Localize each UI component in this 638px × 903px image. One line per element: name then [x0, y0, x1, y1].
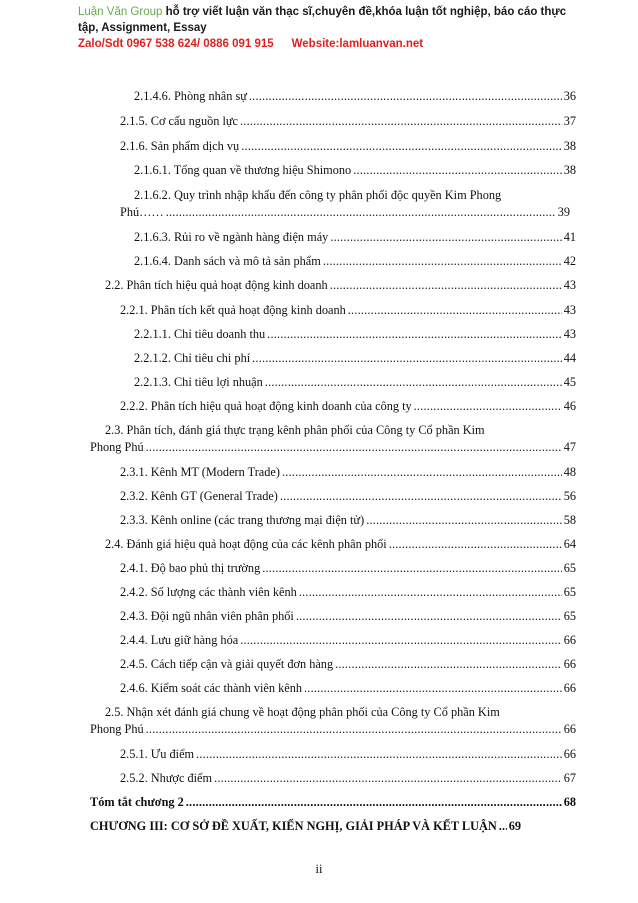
promo-header: [78, 4, 578, 52]
toc-entry-label: 2.4.3. Đội ngũ nhân viên phân phối: [120, 609, 294, 623]
toc-entry-page: 66: [563, 747, 576, 761]
toc-entry-page: 68: [563, 795, 576, 809]
toc-entry[interactable]: [134, 88, 576, 104]
toc-entry-page: 43: [563, 327, 576, 341]
toc-entry[interactable]: [120, 584, 576, 600]
toc-entry-page: 69: [508, 819, 522, 833]
toc-entry-page: 38: [563, 139, 576, 153]
toc-entry-label: 2.3.1. Kênh MT (Modern Trade): [120, 465, 280, 479]
toc-entry-page: 46: [563, 399, 576, 413]
leader-dots: [252, 350, 562, 366]
toc-entry-chapter[interactable]: [90, 818, 576, 834]
leader-dots: [166, 204, 556, 220]
toc-entry-label: Phong Phú: [90, 722, 144, 736]
leader-dots: [146, 439, 562, 455]
contact-phone: Zalo/Sdt 0967 538 624/ 0886 091 915: [78, 38, 274, 50]
toc-entry-label: 2.4.1. Độ bao phủ thị trường: [120, 561, 261, 575]
leader-dots: [335, 656, 562, 672]
leader-dots: [265, 374, 562, 390]
leader-dots: [262, 560, 561, 576]
toc-entry[interactable]: [120, 632, 576, 648]
toc-entry[interactable]: [120, 204, 570, 220]
website-link[interactable]: Website:lamluanvan.net: [291, 38, 424, 50]
leader-dots: [282, 464, 562, 480]
toc-entry-label: 2.5.1. Ưu điểm: [120, 747, 195, 761]
leader-dots: [348, 302, 562, 318]
toc-entry-label: CHƯƠNG III: CƠ SỞ ĐỀ XUẤT, KIẾN NGHỊ, GIẢI PHÁP VÀ KẾT LUẬN: [90, 819, 497, 833]
toc-entry-label: Tóm tắt chương 2: [90, 795, 184, 809]
toc-entry-page: 42: [563, 254, 576, 268]
toc-entry-page: 65: [563, 585, 576, 599]
toc-entry[interactable]: [120, 138, 576, 154]
toc-entry-label: 2.1.5. Cơ cấu nguồn lực: [120, 114, 239, 128]
toc-entry-label: Phú……: [120, 205, 164, 219]
header-line-2: tập, Assignment, Essay: [78, 22, 207, 34]
toc-entry-page: 66: [563, 681, 576, 695]
toc-entry[interactable]: [134, 326, 576, 342]
toc-entry[interactable]: [120, 656, 576, 672]
toc-entry-label: 2.2.1. Phân tích kết quả hoạt động kinh doanh: [120, 303, 346, 317]
toc-entry-label: 2.1.6.4. Danh sách và mô tả sản phẩm: [134, 254, 321, 268]
toc-entry-page: 58: [563, 513, 576, 527]
leader-dots: [241, 138, 562, 154]
toc-entry[interactable]: [120, 488, 576, 504]
toc-entry[interactable]: [120, 113, 576, 129]
leader-dots: [330, 229, 561, 245]
toc-entry-label: 2.1.6.1. Tổng quan về thương hiệu Shimono: [134, 163, 352, 177]
toc-entry-page: 37: [563, 114, 576, 128]
leader-dots: [196, 746, 562, 762]
toc-entry-label: 2.4.4. Lưu giữ hàng hóa: [120, 633, 239, 647]
leader-dots: [186, 794, 562, 810]
leader-dots: [353, 162, 562, 178]
toc-entry[interactable]: [105, 536, 576, 552]
toc-entry-label: 2.1.6. Sản phẩm dịch vụ: [120, 139, 240, 153]
toc-entry-label: 2.1.6.3. Rủi ro về ngành hàng điện máy: [134, 230, 329, 244]
toc-entry[interactable]: [134, 374, 576, 390]
toc-entry-label: 2.2. Phân tích hiệu quả hoạt động kinh doanh: [105, 278, 328, 292]
toc-entry-page: 43: [563, 303, 576, 317]
toc-entry[interactable]: [120, 746, 576, 762]
toc-entry[interactable]: [90, 794, 576, 810]
toc-entry-label: 2.4. Đánh giá hiệu quả hoạt động của các kênh phân phối: [105, 537, 387, 551]
leader-dots: [330, 277, 562, 293]
toc-entry-page: 56: [563, 489, 576, 503]
leader-dots: [280, 488, 562, 504]
toc-entry-label: 2.4.2. Số lượng các thành viên kênh: [120, 585, 297, 599]
leader-dots: [299, 584, 562, 600]
toc-entry-line-1[interactable]: 2.1.6.2. Quy trình nhập khẩu đến công ty phân phối độc quyền Kim Phong: [134, 188, 502, 202]
leader-dots: [499, 818, 507, 834]
toc-entry-line-1[interactable]: 2.3. Phân tích, đánh giá thực trạng kênh phân phối của Công ty Cổ phần Kim: [105, 423, 485, 437]
toc-entry[interactable]: [120, 398, 576, 414]
toc-entry-page: 39: [557, 205, 570, 219]
toc-entry-page: 64: [563, 537, 576, 551]
toc-entry-page: 45: [563, 375, 576, 389]
toc-entry-page: 44: [563, 351, 576, 365]
leader-dots: [389, 536, 562, 552]
toc-entry-page: 38: [563, 163, 576, 177]
toc-entry[interactable]: [105, 277, 576, 293]
toc-entry-page: 43: [563, 278, 576, 292]
toc-entry[interactable]: [134, 162, 576, 178]
leader-dots: [323, 253, 562, 269]
toc-entry[interactable]: [134, 229, 576, 245]
toc-entry-page: 36: [563, 89, 576, 103]
toc-entry[interactable]: [134, 253, 576, 269]
toc-entry-label: 2.1.4.6. Phòng nhân sự: [134, 89, 247, 103]
toc-entry[interactable]: [120, 512, 576, 528]
toc-entry-line-1[interactable]: 2.5. Nhận xét đánh giá chung về hoạt động phân phối của Công ty Cổ phần Kim: [105, 705, 500, 719]
leader-dots: [366, 512, 562, 528]
leader-dots: [267, 326, 562, 342]
header-line-1: [78, 4, 578, 20]
toc-entry-page: 66: [563, 657, 576, 671]
toc-entry-label: 2.3.3. Kênh online (các trang thương mại điện tử): [120, 513, 365, 527]
brand-name: Luận Văn Group: [78, 6, 163, 18]
toc-entry-label: 2.2.1.3. Chỉ tiêu lợi nhuận: [134, 375, 263, 389]
toc-entry-label: 2.5.2. Nhược điểm: [120, 771, 213, 785]
leader-dots: [240, 113, 562, 129]
toc-entry-label: Phong Phú: [90, 440, 144, 454]
toc-entry-label: 2.2.2. Phân tích hiệu quả hoạt động kinh doanh của công ty: [120, 399, 412, 413]
toc-entry[interactable]: [90, 439, 576, 455]
header-contact-line: [78, 36, 578, 52]
toc-entry-label: 2.4.5. Cách tiếp cận và giải quyết đơn hàng: [120, 657, 334, 671]
leader-dots: [146, 721, 562, 737]
toc-entry-page: 47: [563, 440, 576, 454]
toc-entry-page: 66: [563, 633, 576, 647]
header-tagline: hỗ trợ viết luận văn thạc sĩ,chuyên đề,khóa luận tốt nghiệp, báo cáo thực: [162, 6, 567, 18]
toc-entry-label: 2.2.1.2. Chỉ tiêu chi phí: [134, 351, 251, 365]
leader-dots: [240, 632, 562, 648]
toc-entry[interactable]: [120, 464, 576, 480]
leader-dots: [214, 770, 562, 786]
toc-entry[interactable]: [120, 770, 576, 786]
leader-dots: [414, 398, 562, 414]
toc-entry-page: 65: [563, 561, 576, 575]
toc-entry-page: 65: [563, 609, 576, 623]
toc-entry[interactable]: [120, 302, 576, 318]
toc-entry[interactable]: [134, 350, 576, 366]
toc-entry-page: 41: [563, 230, 576, 244]
toc-entry[interactable]: [120, 560, 576, 576]
page-number: ii: [315, 862, 323, 876]
toc-entry-label: 2.3.2. Kênh GT (General Trade): [120, 489, 278, 503]
toc-entry[interactable]: [120, 680, 576, 696]
toc-entry[interactable]: [90, 721, 576, 737]
toc-entry[interactable]: [120, 608, 576, 624]
toc-entry-label: 2.4.6. Kiểm soát các thành viên kênh: [120, 681, 303, 695]
toc-entry-page: 66: [563, 722, 576, 736]
toc-entry-page: 67: [563, 771, 576, 785]
toc-entry-label: 2.2.1.1. Chỉ tiêu doanh thu: [134, 327, 266, 341]
leader-dots: [249, 88, 562, 104]
toc-entry-page: 48: [563, 465, 576, 479]
leader-dots: [296, 608, 562, 624]
leader-dots: [304, 680, 562, 696]
